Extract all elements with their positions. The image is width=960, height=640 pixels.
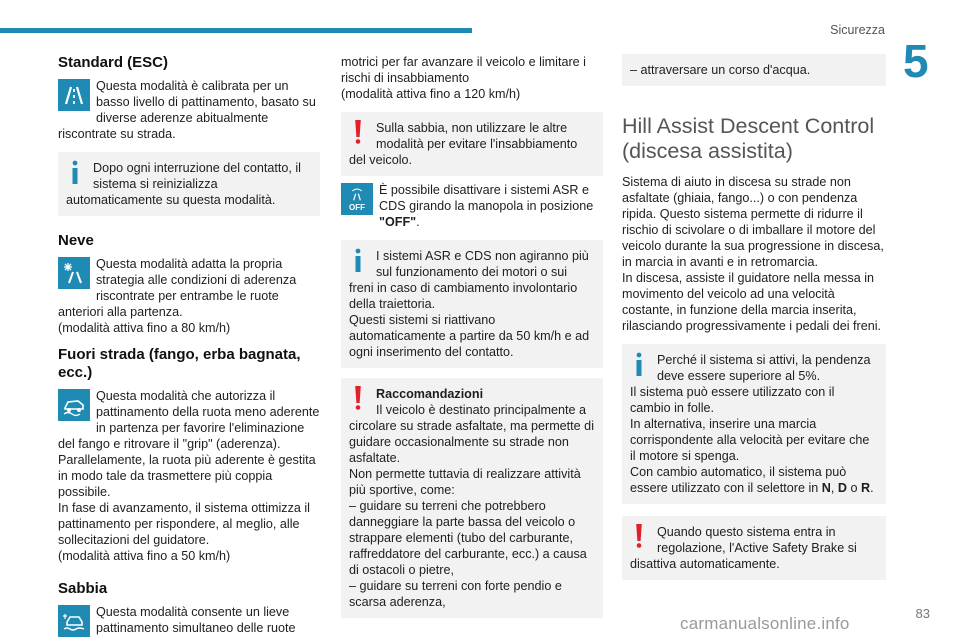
recommendations-item: – guidare su terreni che potrebbero danneggiare la parte bassa del veicolo o strappare elementi (tubo del carburante, raffreddatore del carburante, ecc.) a causa di ostacoli o pietre,	[349, 499, 587, 577]
off-text: È possibile disattivare i sistemi ASR e CDS girando la manopola in posizione	[379, 183, 594, 213]
note-text: I sistemi ASR e CDS non agiranno più sul funzionamento dei motori o sui freni in caso di cambiamento involontario della traiettoria.	[349, 249, 589, 311]
esc-off-icon	[341, 183, 373, 215]
gear-r: R	[861, 481, 871, 495]
hill-text: Sistema di aiuto in discesa su strade non asfaltate (ghiaia, fango...) o con pendenza ripida. Questo sistema permette di ridurre il rischio di scivolare o di imballare il motore del veicolo durante la sua progressione in discesa, in marcia in avanti e in retromarcia.	[622, 175, 884, 269]
hill-text-2: In discesa, assiste il guidatore nella messa in movimento del veicolo ad una velocità costante, in funzione della marcia inserita, rilasciando progressivamente i pedali dei freni.	[622, 271, 882, 333]
page-number: 83	[915, 606, 930, 621]
heading-hill-assist: Hill Assist Descent Control (discesa assistita)	[622, 114, 875, 163]
note-text-3: In alternativa, inserire una marcia corrispondente alla velocità per evitare che il motore si spenga.	[630, 417, 870, 463]
note-text-2: Questi sistemi si riattivano automaticamente a partire da 50 km/h e ad ogni inserimento del contatto.	[349, 313, 590, 359]
gear-sep: o	[847, 481, 862, 495]
heading-sabbia: Sabbia	[58, 580, 108, 597]
note-text: Quando questo sistema entra in regolazione, l'Active Safety Brake si disattiva automaticamente.	[630, 525, 857, 571]
info-note	[58, 152, 320, 216]
mode-description: Questa modalità adatta la propria strategia alle condizioni di aderenza riscontrate per entrambe le ruote anteriori alla partenza.	[58, 257, 297, 319]
gear-sentence: Con cambio automatico, il sistema può essere utilizzato con il selettore in	[630, 465, 847, 495]
chapter-number: 5	[903, 35, 929, 87]
off-word: "OFF"	[379, 215, 417, 229]
off-label: OFF	[349, 202, 365, 212]
note-text-4	[630, 464, 878, 496]
speed-limit: (modalità attiva fino a 120 km/h)	[341, 87, 521, 101]
heading-neve: Neve	[58, 232, 94, 249]
column-1	[58, 54, 320, 639]
info-note	[341, 240, 603, 368]
note-text: Dopo ogni interruzione del contatto, il sistema si reinizializza automaticamente su questa modalità.	[66, 161, 301, 207]
info-note	[622, 344, 886, 504]
section-title: Sicurezza	[830, 23, 885, 37]
sand-car-icon	[58, 605, 90, 637]
speed-limit: (modalità attiva fino a 80 km/h)	[58, 321, 231, 335]
mode-fuori-strada	[58, 388, 320, 500]
recommendations-text: Il veicolo è destinato principalmente a circolare su strade asfaltate, ma permette di guidare occasionalmente su strade non asfaltate.	[349, 403, 594, 465]
mode-description: Questa modalità consente un lieve pattinamento simultaneo delle ruote	[96, 605, 296, 635]
warning-icon	[351, 386, 365, 412]
note-text: Perché il sistema si attivi, la pendenza deve essere superiore al 5%.	[657, 353, 871, 383]
warning-icon	[351, 120, 365, 146]
mode-description-2: In fase di avanzamento, il sistema ottimizza il pattinamento per rispondere, al meglio, alle sollecitazioni del guidatore.	[58, 501, 310, 547]
gear-n: N	[821, 481, 831, 495]
column-3	[622, 54, 886, 580]
heading-fuori-strada: Fuori strada (fango, erba bagnata, ecc.)	[58, 346, 301, 381]
gear-sep: ,	[830, 481, 838, 495]
header-accent-bar	[0, 28, 472, 33]
speed-limit: (modalità attiva fino a 50 km/h)	[58, 549, 231, 563]
warning-icon	[632, 524, 646, 550]
info-icon	[632, 352, 646, 378]
snow-road-icon	[58, 257, 90, 289]
off-end: .	[416, 215, 420, 229]
info-icon	[68, 160, 82, 186]
recommendations-item: – guidare su terreni con forte pendio e scarsa aderenza,	[349, 579, 562, 609]
recommendations-title: Raccomandazioni	[376, 387, 484, 401]
watermark: carmanualsonline.info	[680, 614, 850, 633]
gear-end: .	[870, 481, 874, 495]
sabbia-continued: motrici per far avanzare il veicolo e limitare i rischi di insabbiamento	[341, 55, 586, 85]
mode-standard	[58, 78, 320, 142]
recommendations-item: – attraversare un corso d'acqua.	[630, 63, 811, 77]
off-switch-info	[341, 182, 603, 230]
road-icon	[58, 79, 90, 111]
info-icon	[351, 248, 365, 274]
gear-d: D	[837, 481, 848, 495]
column-2	[341, 54, 603, 618]
mode-sabbia	[58, 604, 320, 639]
mode-neve	[58, 256, 320, 320]
heading-standard: Standard (ESC)	[58, 54, 169, 71]
recommendations-continued	[622, 54, 886, 86]
note-text-2: Il sistema può essere utilizzato con il cambio in folle.	[630, 385, 835, 415]
warning-note	[622, 516, 886, 580]
recommendations-text-2: Non permette tuttavia di realizzare attività più sportive, come:	[349, 467, 581, 497]
note-text: Sulla sabbia, non utilizzare le altre modalità per evitare l'insabbiamento del veicolo.	[349, 121, 578, 167]
mode-description: Questa modalità che autorizza il pattinamento della ruota meno aderente in partenza per favorire l'eliminazione del fango e ritrovare il "grip" (aderenza). Parallelamente, la ruota più aderente è gestita in modo tale da trasmettere più coppia possibile.	[58, 389, 320, 499]
mode-description: Questa modalità è calibrata per un basso livello di pattinamento, basato su diverse aderenze abitualmente riscontrate su strada.	[58, 79, 316, 141]
recommendations-note	[341, 378, 603, 618]
warning-note	[341, 112, 603, 176]
offroad-car-icon	[58, 389, 90, 421]
